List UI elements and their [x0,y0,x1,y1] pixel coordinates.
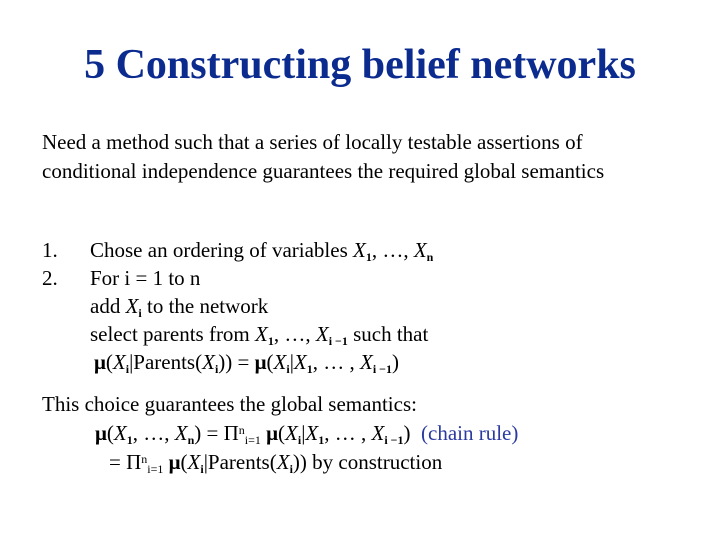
step2-line: add $X_i$ to the network [90,294,269,320]
step2-line: select parents from $X_1$, …, $X_{i -1}$ such that [90,322,429,348]
step-number: 2. [42,266,58,290]
step-text: Chose an ordering of variables $X_1$, …, $X_n$ [90,238,434,264]
intro-paragraph: Need a method such that a series of locally testable assertions of conditional independence guarantees the required global semantics [42,130,605,183]
closing-block [42,390,702,477]
steps-list [42,236,702,376]
step-number: 1. [42,238,58,262]
closing-text: This choice guarantees the global semantics: [42,392,417,416]
equation-chain-rule: $\mu(X_1$, …, $X_n) = \Pi^n_{i=1}$ $\mu(X_i|X_1$, … , $X_{i -1}$) (chain rule) [95,421,519,447]
list-item [42,264,702,292]
equation-construction: = $\Pi^n_{i=1}$ $\mu(X_i|Parents(X_i))$ by construction [109,450,443,476]
slide-title: 5 Constructing belief networks [84,42,636,88]
step-text: For i = 1 to n [90,266,201,290]
chain-rule-label: (chain rule) [421,421,519,445]
step2-formula: $\mu(X_i|Parents(X_i)) = \mu(X_i|X_1$, … , $X_{i -1}$) [94,350,399,376]
list-item [42,236,702,264]
